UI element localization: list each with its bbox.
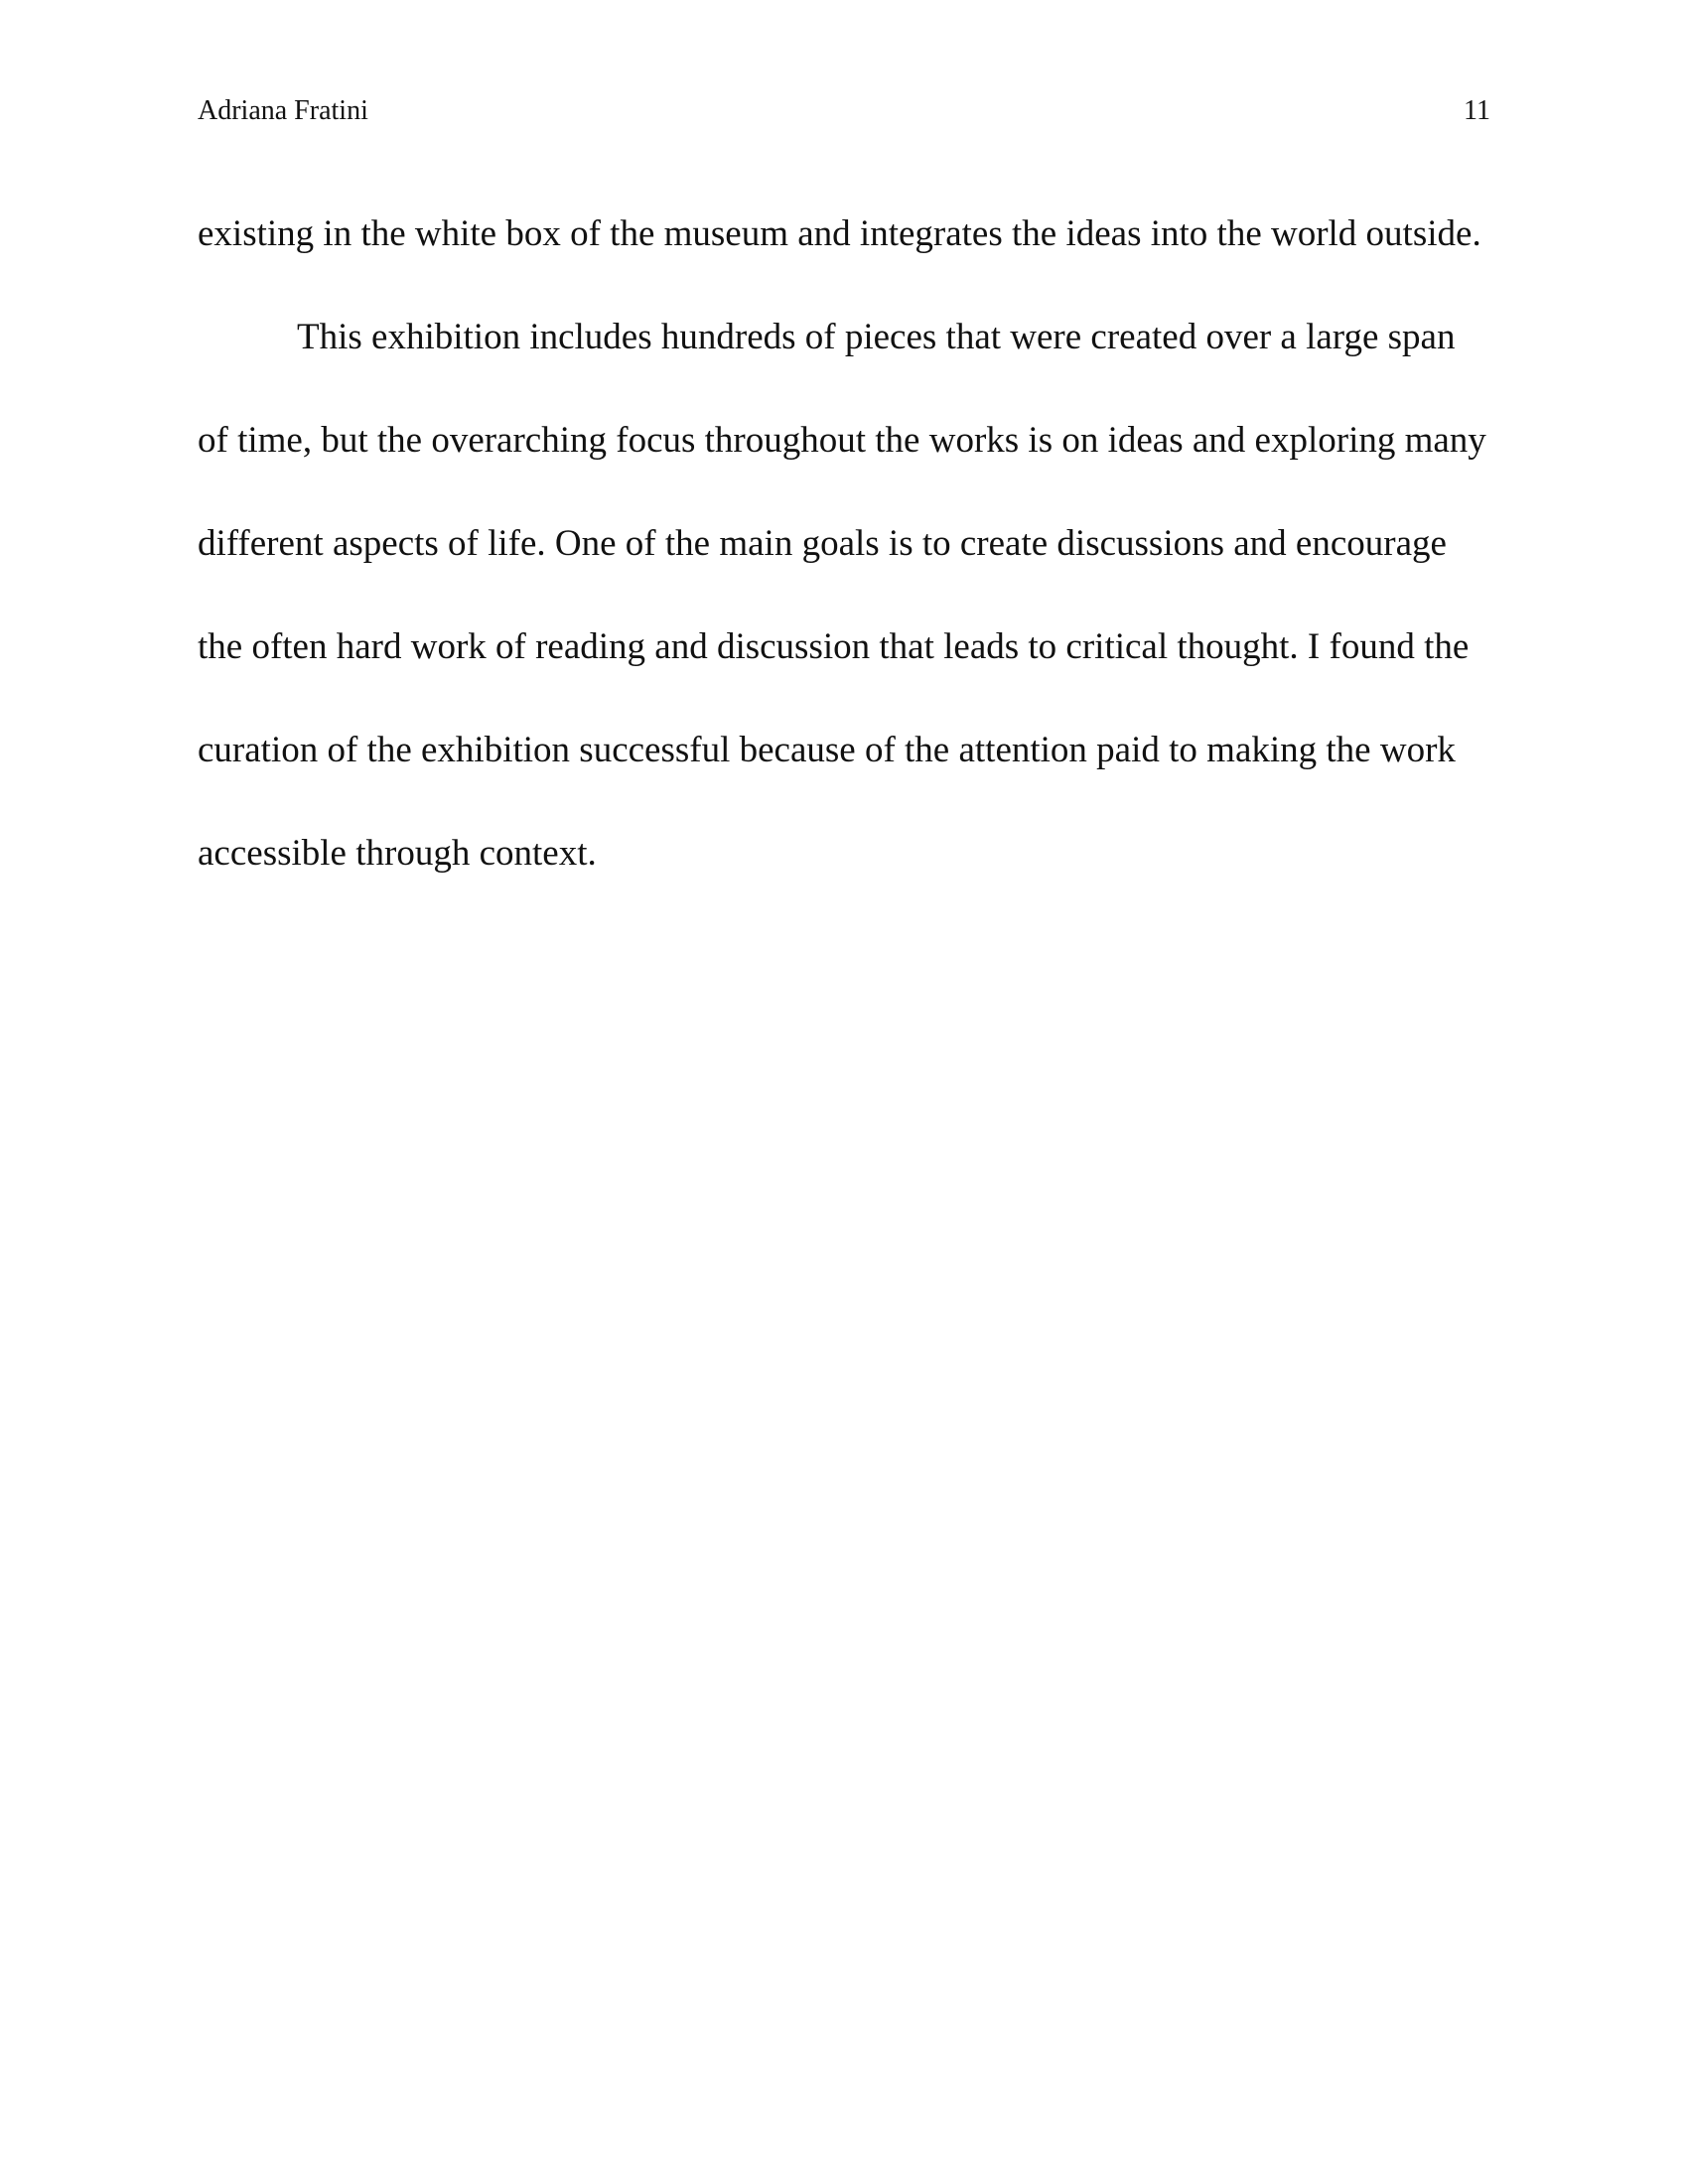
paragraph-exhibition: This exhibition includes hundreds of pieces that were created over a large span of time, but the overarching focus throughout the works is on ideas and exploring many different aspects of life. One of the main goals is to create discussions and encourage the often hard work of reading and discussion that leads to critical thought. I found the curation of the exhibition successful because of the attention paid to making the work accessible through context. — [198, 317, 1486, 874]
running-header — [198, 91, 1490, 131]
page-number: 11 — [1464, 95, 1490, 126]
body-text — [198, 183, 1490, 905]
author-name: Adriana Fratini — [198, 95, 368, 126]
paragraph-continuation: existing in the white box of the museum and integrates the ideas into the world outside. — [198, 213, 1481, 254]
